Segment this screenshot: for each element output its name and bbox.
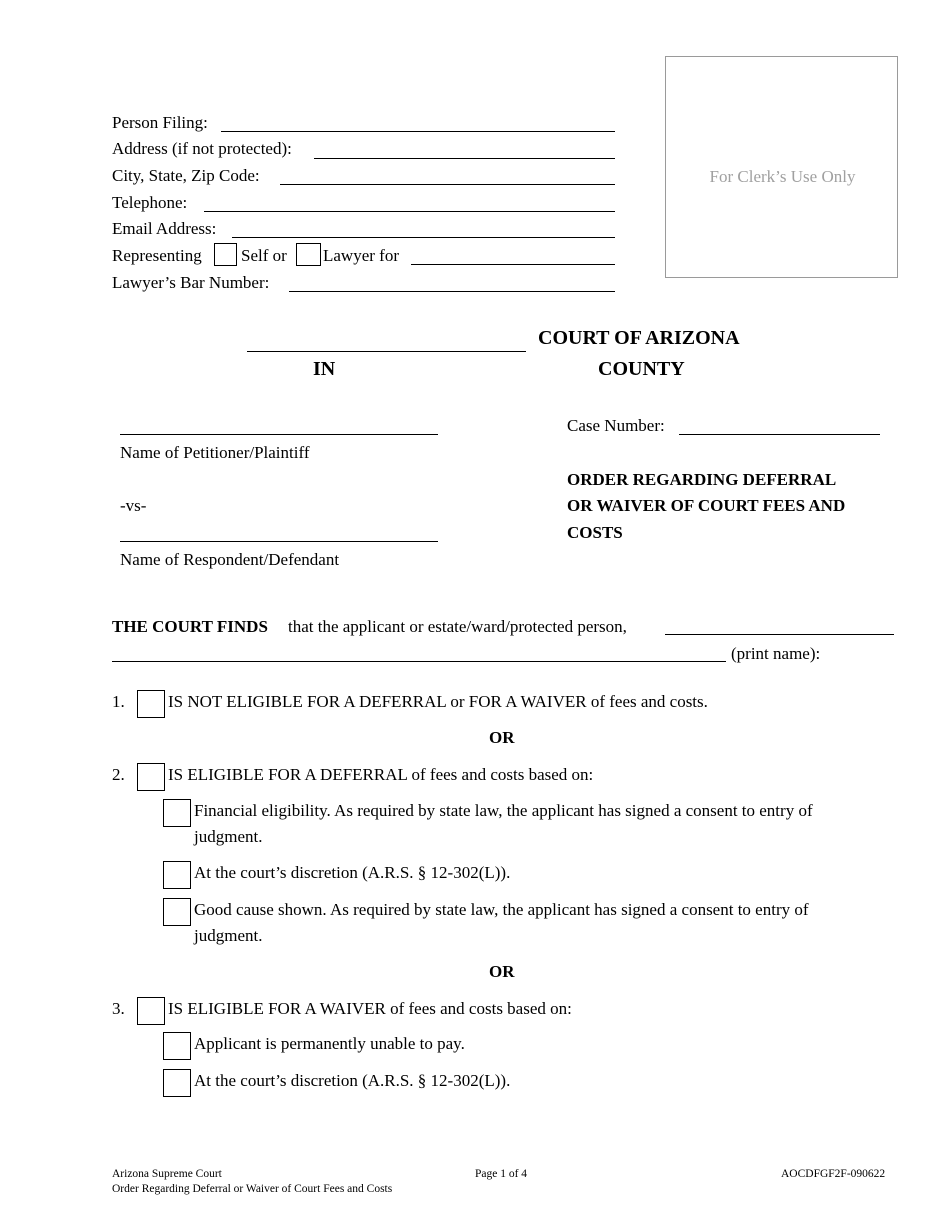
footer-form-title: Order Regarding Deferral or Waiver of Court Fees and Costs — [112, 1183, 393, 1195]
option-2-text: IS ELIGIBLE FOR A DEFERRAL of fees and costs based on: — [168, 765, 594, 784]
respondent-label: Name of Respondent/Defendant — [120, 550, 340, 569]
option-3b-text: At the court’s discretion (A.R.S. § 12-302(L)). — [194, 1071, 511, 1090]
petitioner-label: Name of Petitioner/Plaintiff — [120, 443, 310, 462]
option-3b-checkbox[interactable] — [163, 1069, 191, 1097]
address-label: Address (if not protected): — [112, 139, 292, 158]
court-name-field[interactable] — [247, 351, 526, 352]
case-number-field[interactable] — [679, 434, 880, 435]
vs-label: -vs- — [120, 496, 147, 515]
option-2c-text-line2: judgment. — [194, 926, 263, 945]
option-2-number: 2. — [112, 765, 125, 784]
person-filing-field[interactable] — [221, 131, 615, 132]
self-or-label: Self or — [241, 246, 287, 265]
city-state-zip-field[interactable] — [280, 184, 615, 185]
applicant-name-field[interactable] — [665, 634, 894, 635]
footer-court-name: Arizona Supreme Court — [112, 1168, 222, 1180]
option-2a-checkbox[interactable] — [163, 799, 191, 827]
option-3a-checkbox[interactable] — [163, 1032, 191, 1060]
document-title-line3: COSTS — [567, 523, 623, 542]
option-3-number: 3. — [112, 999, 125, 1018]
court-finds-lead: THE COURT FINDS — [112, 617, 268, 636]
option-3a-text: Applicant is permanently unable to pay. — [194, 1034, 465, 1053]
respondent-field[interactable] — [120, 541, 438, 542]
option-1-number: 1. — [112, 692, 125, 711]
option-2c-text-line1: Good cause shown. As required by state law, the applicant has signed a consent to entry of — [194, 900, 809, 919]
footer-page-number: Page 1 of 4 — [475, 1168, 528, 1180]
option-2a-text-line1: Financial eligibility. As required by state law, the applicant has signed a consent to entry of — [194, 801, 813, 820]
clerk-use-box — [665, 56, 898, 278]
option-2c-checkbox[interactable] — [163, 898, 191, 926]
court-finds-text: that the applicant or estate/ward/protected person, — [288, 617, 627, 636]
bar-number-label: Lawyer’s Bar Number: — [112, 273, 270, 292]
county-heading: COUNTY — [598, 358, 685, 380]
court-of-arizona-heading: COURT OF ARIZONA — [538, 327, 740, 349]
option-1-checkbox[interactable] — [137, 690, 165, 718]
footer-form-code: AOCDFGF2F-090622 — [781, 1168, 886, 1180]
option-2-checkbox[interactable] — [137, 763, 165, 791]
representing-label: Representing — [112, 246, 202, 265]
lawyer-checkbox[interactable] — [296, 243, 321, 266]
in-heading: IN — [313, 358, 336, 380]
lawyer-for-label: Lawyer for — [323, 246, 399, 265]
person-filing-label: Person Filing: — [112, 113, 208, 132]
lawyer-for-field[interactable] — [411, 264, 615, 265]
document-title-line1: ORDER REGARDING DEFERRAL — [567, 470, 837, 489]
or-divider-2: OR — [489, 962, 515, 981]
self-checkbox[interactable] — [214, 243, 237, 266]
document-title-line2: OR WAIVER OF COURT FEES AND — [567, 496, 846, 515]
clerk-use-label: For Clerk’s Use Only — [709, 167, 856, 186]
city-state-zip-label: City, State, Zip Code: — [112, 166, 260, 185]
option-2a-text-line2: judgment. — [194, 827, 263, 846]
email-field[interactable] — [232, 237, 615, 238]
address-field[interactable] — [314, 158, 615, 159]
or-divider-1: OR — [489, 728, 515, 747]
email-label: Email Address: — [112, 219, 217, 238]
option-2b-text: At the court’s discretion (A.R.S. § 12-302(L)). — [194, 863, 511, 882]
option-3-text: IS ELIGIBLE FOR A WAIVER of fees and costs based on: — [168, 999, 572, 1018]
option-3-checkbox[interactable] — [137, 997, 165, 1025]
case-number-label: Case Number: — [567, 416, 665, 435]
option-2b-checkbox[interactable] — [163, 861, 191, 889]
bar-number-field[interactable] — [289, 291, 615, 292]
telephone-label: Telephone: — [112, 193, 188, 212]
telephone-field[interactable] — [204, 211, 615, 212]
petitioner-field[interactable] — [120, 434, 438, 435]
print-name-label: (print name): — [731, 644, 821, 663]
applicant-name-field-continued[interactable] — [112, 661, 726, 662]
option-1-text: IS NOT ELIGIBLE FOR A DEFERRAL or FOR A WAIVER of fees and costs. — [168, 692, 708, 711]
